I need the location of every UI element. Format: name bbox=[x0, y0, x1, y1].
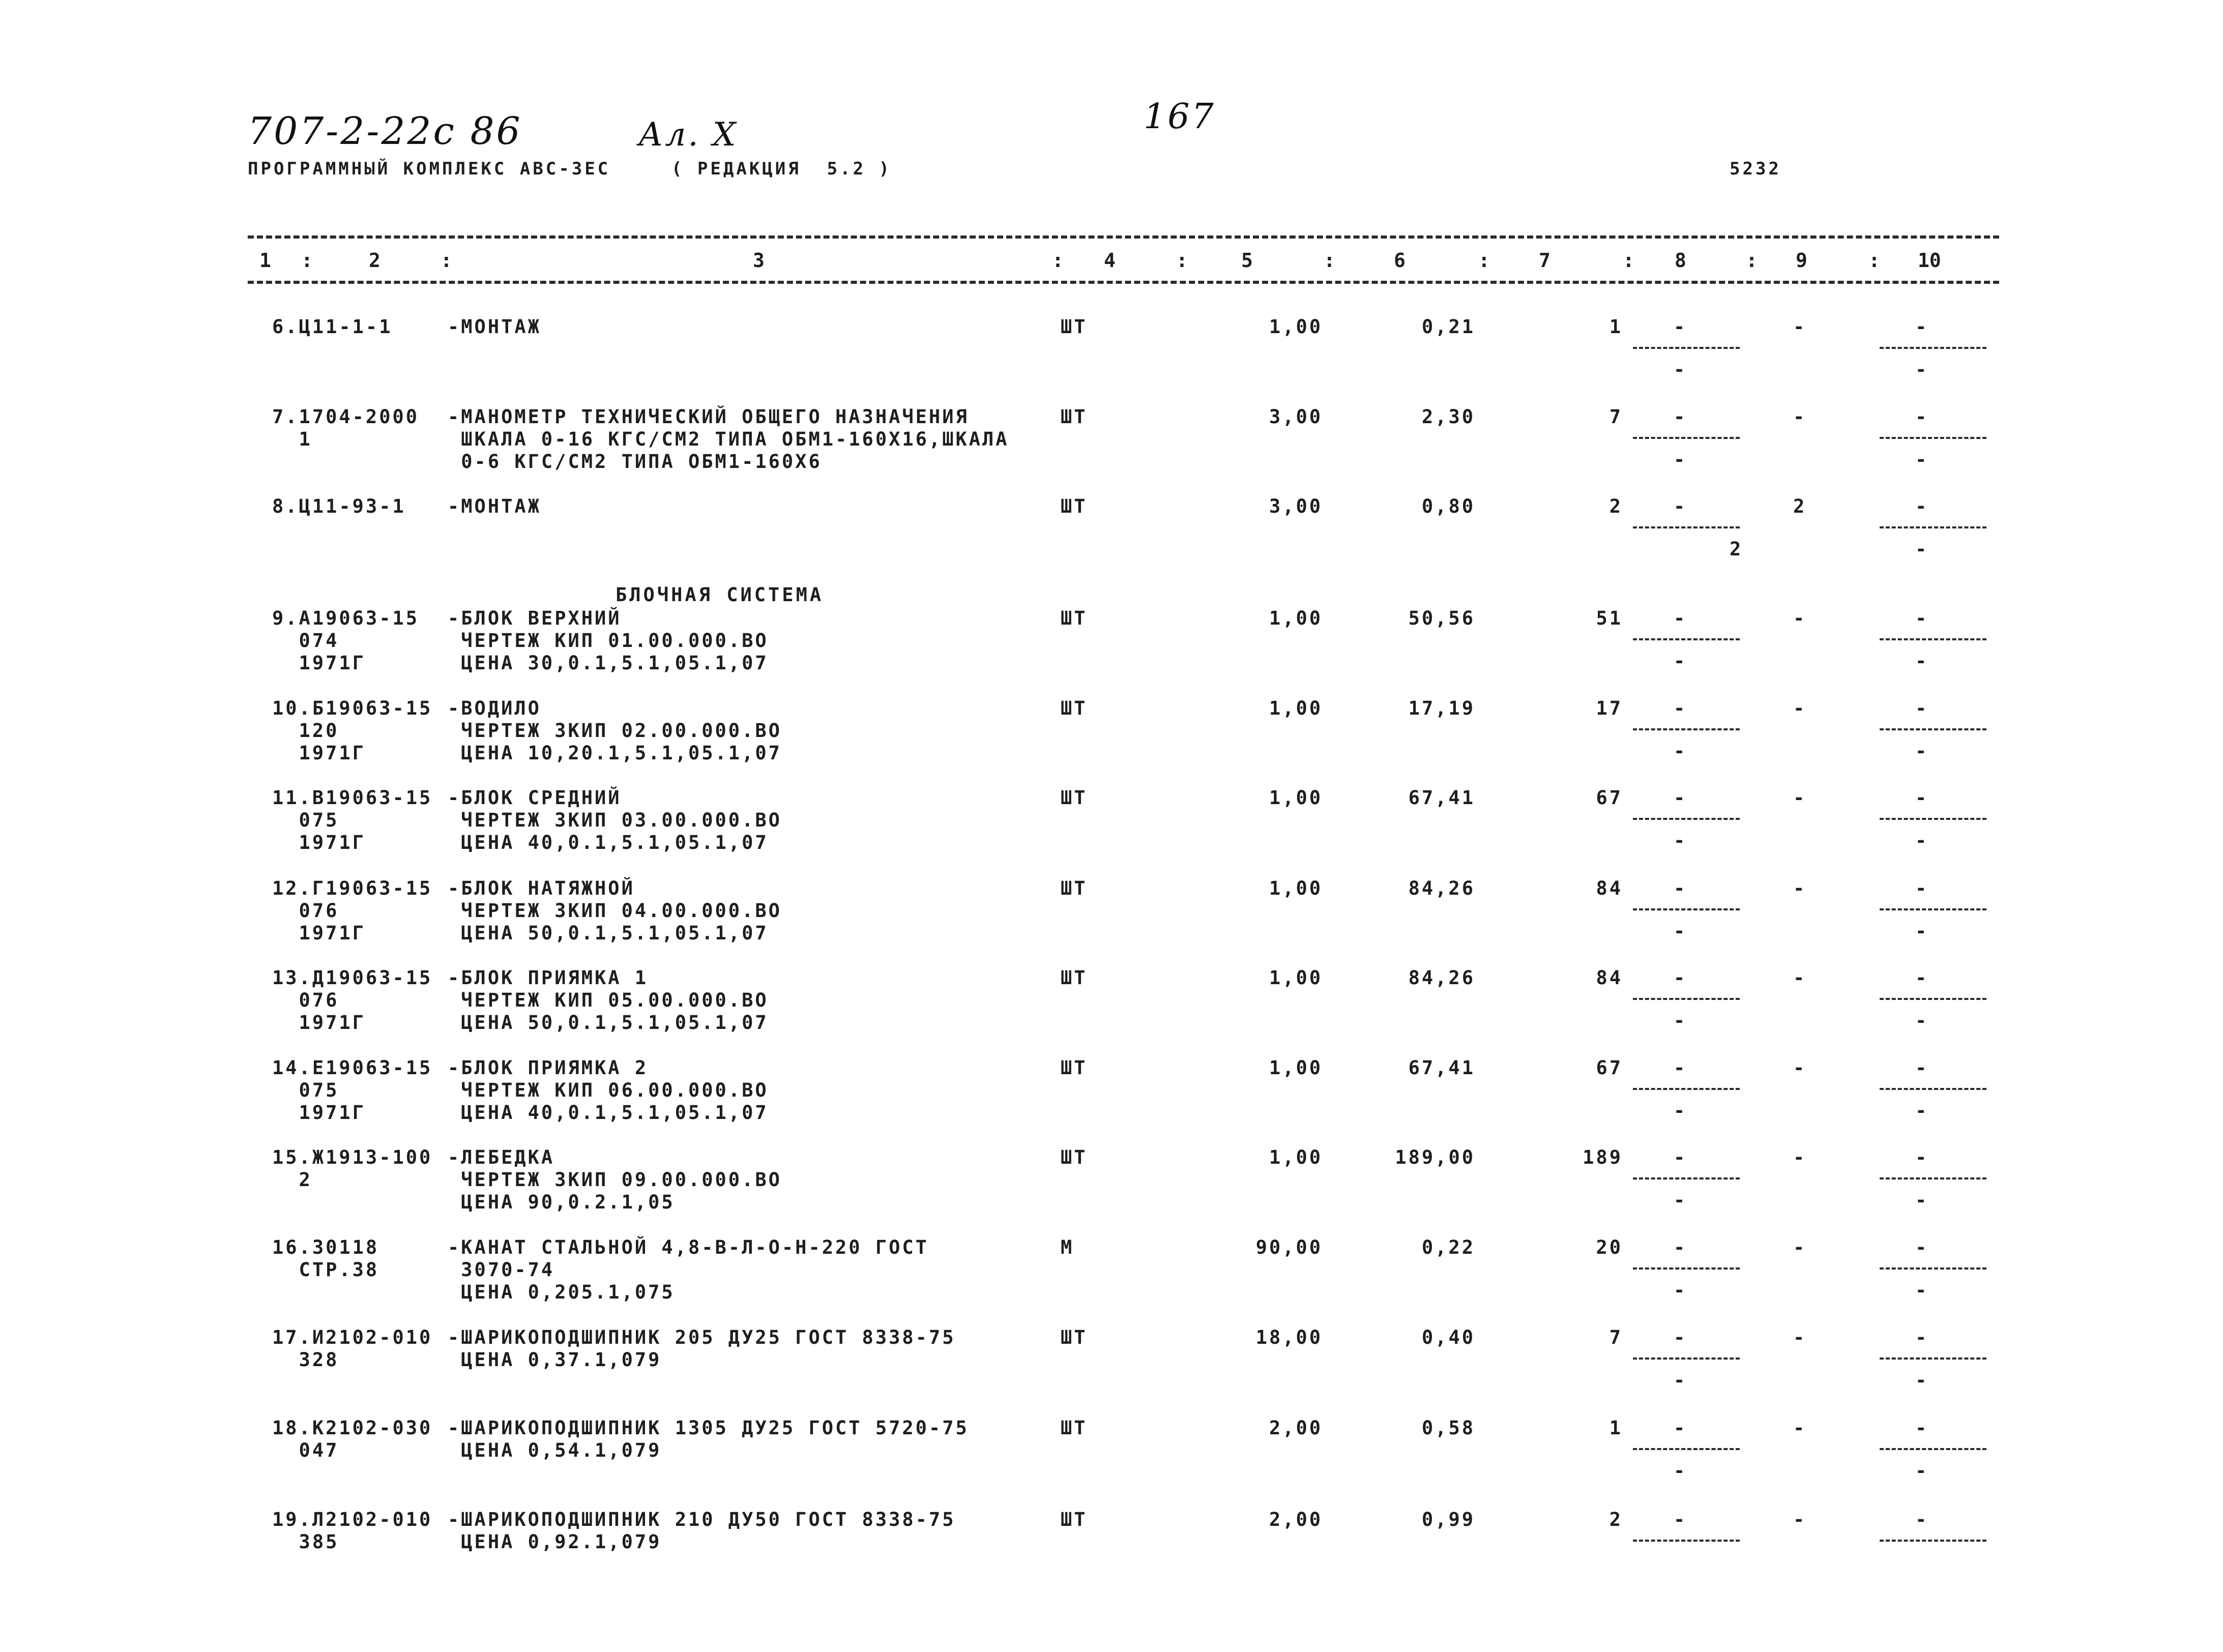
item-description: ЦЕНА 90,0.2.1,05 bbox=[448, 1191, 675, 1213]
total-cost: 189 bbox=[1583, 1146, 1623, 1168]
item-code: СТР.38 bbox=[272, 1259, 379, 1281]
total-cost: 1 bbox=[1609, 1417, 1623, 1439]
col10-sub-value: - bbox=[1915, 1100, 1929, 1122]
total-cost: 7 bbox=[1609, 1326, 1623, 1348]
item-description: ЦЕНА 50,0.1,5.1,05.1,07 bbox=[448, 1012, 769, 1034]
column-header-9: 9 bbox=[1796, 249, 1807, 272]
table-row bbox=[0, 405, 2223, 487]
col8-sub-value: - bbox=[1674, 650, 1687, 672]
column-separator: : bbox=[1324, 249, 1335, 272]
item-code: 076 bbox=[272, 900, 339, 922]
total-cost: 84 bbox=[1596, 967, 1623, 989]
col8-subline bbox=[1633, 1540, 1740, 1542]
col8-value: - bbox=[1674, 697, 1687, 719]
col8-subline bbox=[1633, 1088, 1740, 1090]
quantity: 1,00 bbox=[1269, 316, 1323, 338]
total-cost: 2 bbox=[1609, 495, 1623, 517]
item-code: 19.Л2102-010 bbox=[272, 1509, 433, 1530]
col8-subline bbox=[1633, 1267, 1740, 1270]
unit-price: 0,40 bbox=[1421, 1326, 1475, 1348]
col10-value: - bbox=[1915, 316, 1929, 338]
unit-price: 67,41 bbox=[1408, 1057, 1475, 1079]
program-title: ПРОГРАММНЫЙ КОМПЛЕКС АВС-ЗЕС bbox=[248, 159, 611, 179]
column-header-8: 8 bbox=[1675, 249, 1686, 272]
col8-value: - bbox=[1674, 1146, 1687, 1168]
col10-value: - bbox=[1915, 1326, 1929, 1348]
item-code: 16.30118 bbox=[272, 1236, 379, 1258]
col10-subline bbox=[1880, 437, 1986, 439]
column-separator: : bbox=[301, 249, 313, 272]
unit-of-measure: ШТ bbox=[1061, 316, 1088, 338]
item-description: -КАНАТ СТАЛЬНОЙ 4,8-В-Л-О-Н-220 ГОСТ bbox=[448, 1236, 929, 1258]
quantity: 1,00 bbox=[1269, 1057, 1323, 1079]
item-description: ЦЕНА 0,205.1,075 bbox=[448, 1281, 675, 1303]
column-separator: : bbox=[441, 249, 452, 272]
col10-subline bbox=[1880, 908, 1986, 910]
col10-sub-value: - bbox=[1915, 1460, 1929, 1482]
unit-of-measure: ШТ bbox=[1061, 697, 1088, 719]
col10-sub-value: - bbox=[1915, 920, 1929, 942]
col9-value: - bbox=[1793, 607, 1807, 629]
table-row bbox=[0, 877, 2223, 958]
total-cost: 7 bbox=[1609, 406, 1623, 428]
column-separator: : bbox=[1746, 249, 1758, 272]
table-row bbox=[0, 786, 2223, 868]
col9-value: - bbox=[1793, 1057, 1807, 1079]
col10-subline bbox=[1880, 347, 1986, 349]
quantity: 1,00 bbox=[1269, 967, 1323, 989]
item-description: -БЛОК НАТЯЖНОЙ bbox=[448, 877, 635, 899]
item-description: ЦЕНА 50,0.1,5.1,05.1,07 bbox=[448, 922, 769, 944]
item-description: -БЛОК СРЕДНИЙ bbox=[448, 787, 622, 809]
item-code: 17.И2102-010 bbox=[272, 1326, 433, 1348]
table-row bbox=[0, 1417, 2223, 1498]
col8-sub-value: - bbox=[1674, 740, 1687, 762]
col8-subline bbox=[1633, 526, 1740, 528]
item-code: 13.Д19063-15 bbox=[272, 967, 433, 989]
col10-subline bbox=[1880, 818, 1986, 820]
unit-of-measure: ШТ bbox=[1061, 1057, 1088, 1079]
total-cost: 2 bbox=[1609, 1509, 1623, 1530]
item-description: -БЛОК ПРИЯМКА 1 bbox=[448, 967, 649, 989]
col8-sub-value: - bbox=[1674, 449, 1687, 470]
unit-price: 2,30 bbox=[1421, 406, 1475, 428]
unit-of-measure: ШТ bbox=[1061, 967, 1088, 989]
table-row bbox=[0, 607, 2223, 688]
col10-sub-value: - bbox=[1915, 830, 1929, 851]
unit-price: 0,21 bbox=[1421, 316, 1475, 338]
item-description: ЧЕРТЕЖ ЗКИП 02.00.000.ВО bbox=[448, 720, 782, 742]
table-row bbox=[0, 966, 2223, 1048]
item-description: ЧЕРТЕЖ КИП 06.00.000.ВО bbox=[448, 1079, 769, 1101]
col8-value: - bbox=[1674, 406, 1687, 428]
column-header-2: 2 bbox=[369, 249, 381, 272]
item-code: 1971Г bbox=[272, 832, 366, 853]
item-description: -ШАРИКОПОДШИПНИК 1305 ДУ25 ГОСТ 5720-75 bbox=[448, 1417, 969, 1439]
unit-price: 0,99 bbox=[1421, 1509, 1475, 1530]
unit-price: 17,19 bbox=[1408, 697, 1475, 719]
col10-value: - bbox=[1915, 787, 1929, 809]
total-cost: 17 bbox=[1596, 697, 1623, 719]
col8-value: - bbox=[1674, 787, 1687, 809]
col8-sub-value: 2 bbox=[1730, 538, 1743, 560]
table-row bbox=[0, 495, 2223, 576]
item-description: 0-6 КГС/СМ2 ТИПА ОБМ1-160Х6 bbox=[448, 451, 822, 473]
section-title: БЛОЧНАЯ СИСТЕМА bbox=[616, 584, 824, 606]
col10-value: - bbox=[1915, 1509, 1929, 1530]
item-code: 1971Г bbox=[272, 1012, 366, 1034]
item-code: 076 bbox=[272, 989, 339, 1011]
total-cost: 1 bbox=[1609, 316, 1623, 338]
col8-subline bbox=[1633, 818, 1740, 820]
item-description: ЦЕНА 40,0.1,5.1,05.1,07 bbox=[448, 1102, 769, 1124]
item-description: ЧЕРТЕЖ КИП 05.00.000.ВО bbox=[448, 989, 769, 1011]
item-code: 15.Ж1913-100 bbox=[272, 1146, 433, 1168]
unit-price: 0,80 bbox=[1421, 495, 1475, 517]
item-code: 120 bbox=[272, 720, 339, 742]
item-code: 12.Г19063-15 bbox=[272, 877, 433, 899]
item-description: -ВОДИЛО bbox=[448, 697, 541, 719]
item-code: 1971Г bbox=[272, 922, 366, 944]
col10-value: - bbox=[1915, 495, 1929, 517]
col8-value: - bbox=[1674, 607, 1687, 629]
item-code: 6.Ц11-1-1 bbox=[272, 316, 393, 338]
col10-sub-value: - bbox=[1915, 1369, 1929, 1391]
item-code: 10.Б19063-15 bbox=[272, 697, 433, 719]
col8-subline bbox=[1633, 437, 1740, 439]
item-description: -БЛОК ПРИЯМКА 2 bbox=[448, 1057, 649, 1079]
table-header-rule bbox=[248, 281, 1999, 284]
col9-value: - bbox=[1793, 877, 1807, 899]
item-code: 8.Ц11-93-1 bbox=[272, 495, 406, 517]
col8-value: - bbox=[1674, 495, 1687, 517]
item-code: 9.А19063-15 bbox=[272, 607, 420, 629]
col10-sub-value: - bbox=[1915, 740, 1929, 762]
item-description: -ЛЕБЕДКА bbox=[448, 1146, 555, 1168]
item-code: 1 bbox=[272, 428, 312, 450]
column-header-7: 7 bbox=[1539, 249, 1551, 272]
unit-price: 189,00 bbox=[1395, 1146, 1475, 1168]
item-description: -МАНОМЕТР ТЕХНИЧЕСКИЙ ОБЩЕГО НАЗНАЧЕНИЯ bbox=[448, 406, 969, 428]
item-description: ЦЕНА 10,20.1,5.1,05.1,07 bbox=[448, 742, 782, 764]
col9-value: - bbox=[1793, 1236, 1807, 1258]
item-code: 075 bbox=[272, 809, 339, 831]
quantity: 1,00 bbox=[1269, 697, 1323, 719]
unit-of-measure: ШТ bbox=[1061, 406, 1088, 428]
col8-sub-value: - bbox=[1674, 1460, 1687, 1482]
item-description: -ШАРИКОПОДШИПНИК 205 ДУ25 ГОСТ 8338-75 bbox=[448, 1326, 956, 1348]
col10-value: - bbox=[1915, 1057, 1929, 1079]
unit-of-measure: ШТ bbox=[1061, 787, 1088, 809]
col8-subline bbox=[1633, 1448, 1740, 1450]
unit-price: 84,26 bbox=[1408, 967, 1475, 989]
column-separator: : bbox=[1052, 249, 1064, 272]
handwritten-document-code: 707-2-22с 86 bbox=[248, 109, 522, 153]
item-description: ЧЕРТЕЖ КИП 01.00.000.ВО bbox=[448, 630, 769, 652]
item-code: 328 bbox=[272, 1349, 339, 1371]
col8-sub-value: - bbox=[1674, 830, 1687, 851]
col10-value: - bbox=[1915, 1236, 1929, 1258]
item-code: 7.1704-2000 bbox=[272, 406, 420, 428]
col9-value: - bbox=[1793, 316, 1807, 338]
edition-label: ( РЕДАКЦИЯ 5.2 ) bbox=[671, 159, 892, 179]
table-row bbox=[0, 1146, 2223, 1227]
col8-subline bbox=[1633, 1358, 1740, 1360]
col10-value: - bbox=[1915, 1417, 1929, 1439]
col10-value: - bbox=[1915, 877, 1929, 899]
col10-sub-value: - bbox=[1915, 538, 1929, 560]
col8-sub-value: - bbox=[1674, 1100, 1687, 1122]
col8-subline bbox=[1633, 638, 1740, 640]
col8-sub-value: - bbox=[1674, 1010, 1687, 1031]
col9-value: - bbox=[1793, 406, 1807, 428]
column-separator: : bbox=[1176, 249, 1188, 272]
column-separator: : bbox=[1478, 249, 1490, 272]
col9-value: - bbox=[1793, 1509, 1807, 1530]
item-code: 2 bbox=[272, 1169, 312, 1191]
quantity: 2,00 bbox=[1269, 1417, 1323, 1439]
table-row bbox=[0, 1056, 2223, 1138]
col10-sub-value: - bbox=[1915, 449, 1929, 470]
col10-subline bbox=[1880, 638, 1986, 640]
col10-sub-value: - bbox=[1915, 650, 1929, 672]
col10-subline bbox=[1880, 1267, 1986, 1270]
page-number: 167 bbox=[1144, 97, 1216, 137]
item-code: 075 bbox=[272, 1079, 339, 1101]
col8-sub-value: - bbox=[1674, 1189, 1687, 1211]
item-description: ЦЕНА 0,37.1,079 bbox=[448, 1349, 662, 1371]
col10-subline bbox=[1880, 998, 1986, 1000]
unit-price: 67,41 bbox=[1408, 787, 1475, 809]
total-cost: 67 bbox=[1596, 1057, 1623, 1079]
col10-subline bbox=[1880, 1358, 1986, 1360]
item-code: 047 bbox=[272, 1439, 339, 1461]
item-code: 385 bbox=[272, 1531, 339, 1553]
document-code: 5232 bbox=[1730, 159, 1781, 179]
table-top-rule bbox=[248, 235, 1999, 239]
unit-price: 0,58 bbox=[1421, 1417, 1475, 1439]
col10-subline bbox=[1880, 526, 1986, 528]
col8-sub-value: - bbox=[1674, 1279, 1687, 1301]
item-description: ЦЕНА 40,0.1,5.1,05.1,07 bbox=[448, 832, 769, 853]
quantity: 2,00 bbox=[1269, 1509, 1323, 1530]
column-header-6: 6 bbox=[1394, 249, 1406, 272]
item-code: 14.Е19063-15 bbox=[272, 1057, 433, 1079]
col8-value: - bbox=[1674, 1057, 1687, 1079]
item-description: ЦЕНА 0,92.1,079 bbox=[448, 1531, 662, 1553]
item-code: 11.В19063-15 bbox=[272, 787, 433, 809]
col8-subline bbox=[1633, 998, 1740, 1000]
item-code: 074 bbox=[272, 630, 339, 652]
col9-value: - bbox=[1793, 787, 1807, 809]
col10-value: - bbox=[1915, 697, 1929, 719]
column-header-10: 10 bbox=[1918, 249, 1941, 272]
col9-value: - bbox=[1793, 697, 1807, 719]
col10-sub-value: - bbox=[1915, 1189, 1929, 1211]
col8-subline bbox=[1633, 1177, 1740, 1179]
col8-sub-value: - bbox=[1674, 359, 1687, 380]
col8-subline bbox=[1633, 347, 1740, 349]
unit-of-measure: ШТ bbox=[1061, 1326, 1088, 1348]
unit-of-measure: ШТ bbox=[1061, 1146, 1088, 1168]
unit-price: 50,56 bbox=[1408, 607, 1475, 629]
unit-of-measure: ШТ bbox=[1061, 1417, 1088, 1439]
item-description: ЧЕРТЕЖ ЗКИП 03.00.000.ВО bbox=[448, 809, 782, 831]
item-description: -МОНТАЖ bbox=[448, 316, 541, 338]
table-row bbox=[0, 1236, 2223, 1317]
col8-value: - bbox=[1674, 877, 1687, 899]
col10-value: - bbox=[1915, 406, 1929, 428]
item-description: ЦЕНА 0,54.1,079 bbox=[448, 1439, 662, 1461]
col10-value: - bbox=[1915, 967, 1929, 989]
col10-value: - bbox=[1915, 607, 1929, 629]
col8-sub-value: - bbox=[1674, 920, 1687, 942]
quantity: 18,00 bbox=[1255, 1326, 1323, 1348]
col10-subline bbox=[1880, 1540, 1986, 1542]
item-description: -МОНТАЖ bbox=[448, 495, 541, 517]
unit-of-measure: М bbox=[1061, 1236, 1074, 1258]
col8-value: - bbox=[1674, 1417, 1687, 1439]
col10-subline bbox=[1880, 1088, 1986, 1090]
table-row bbox=[0, 315, 2223, 397]
col8-value: - bbox=[1674, 967, 1687, 989]
total-cost: 20 bbox=[1596, 1236, 1623, 1258]
quantity: 1,00 bbox=[1269, 1146, 1323, 1168]
col10-sub-value: - bbox=[1915, 1010, 1929, 1031]
quantity: 1,00 bbox=[1269, 877, 1323, 899]
unit-of-measure: ШТ bbox=[1061, 607, 1088, 629]
col8-value: - bbox=[1674, 316, 1687, 338]
item-description: ШКАЛА 0-16 КГС/СМ2 ТИПА ОБМ1-160Х16,ШКАЛА bbox=[448, 428, 1009, 450]
unit-of-measure: ШТ bbox=[1061, 877, 1088, 899]
column-separator: : bbox=[1868, 249, 1880, 272]
table-row bbox=[0, 1326, 2223, 1407]
unit-of-measure: ШТ bbox=[1061, 1509, 1088, 1530]
total-cost: 67 bbox=[1596, 787, 1623, 809]
col8-subline bbox=[1633, 728, 1740, 730]
col9-value: - bbox=[1793, 1146, 1807, 1168]
col9-value: - bbox=[1793, 1326, 1807, 1348]
col8-value: - bbox=[1674, 1509, 1687, 1530]
col8-value: - bbox=[1674, 1326, 1687, 1348]
item-description: -БЛОК ВЕРХНИЙ bbox=[448, 607, 622, 629]
col10-subline bbox=[1880, 1448, 1986, 1450]
total-cost: 51 bbox=[1596, 607, 1623, 629]
item-code: 1971Г bbox=[272, 652, 366, 674]
unit-price: 84,26 bbox=[1408, 877, 1475, 899]
item-code: 1971Г bbox=[272, 1102, 366, 1124]
col10-sub-value: - bbox=[1915, 1279, 1929, 1301]
table-row bbox=[0, 697, 2223, 778]
item-description: -ШАРИКОПОДШИПНИК 210 ДУ50 ГОСТ 8338-75 bbox=[448, 1509, 956, 1530]
col8-subline bbox=[1633, 908, 1740, 910]
item-description: ЧЕРТЕЖ ЗКИП 04.00.000.ВО bbox=[448, 900, 782, 922]
col9-value: 2 bbox=[1793, 495, 1807, 517]
unit-of-measure: ШТ bbox=[1061, 495, 1088, 517]
col10-subline bbox=[1880, 728, 1986, 730]
item-description: 3070-74 bbox=[448, 1259, 555, 1281]
handwritten-sheet-number: Ал. Х bbox=[638, 116, 738, 154]
quantity: 3,00 bbox=[1269, 495, 1323, 517]
quantity: 3,00 bbox=[1269, 406, 1323, 428]
col8-value: - bbox=[1674, 1236, 1687, 1258]
quantity: 1,00 bbox=[1269, 607, 1323, 629]
unit-price: 0,22 bbox=[1421, 1236, 1475, 1258]
item-description: ЧЕРТЕЖ ЗКИП 09.00.000.ВО bbox=[448, 1169, 782, 1191]
table-row bbox=[0, 1508, 2223, 1589]
column-separator: : bbox=[1623, 249, 1634, 272]
quantity: 90,00 bbox=[1255, 1236, 1323, 1258]
item-code: 18.К2102-030 bbox=[272, 1417, 433, 1439]
column-header-3: 3 bbox=[753, 249, 765, 272]
col9-value: - bbox=[1793, 967, 1807, 989]
total-cost: 84 bbox=[1596, 877, 1623, 899]
col10-subline bbox=[1880, 1177, 1986, 1179]
column-header-4: 4 bbox=[1104, 249, 1116, 272]
item-description: ЦЕНА 30,0.1,5.1,05.1,07 bbox=[448, 652, 769, 674]
item-code: 1971Г bbox=[272, 742, 366, 764]
col9-value: - bbox=[1793, 1417, 1807, 1439]
column-header-5: 5 bbox=[1241, 249, 1253, 272]
col8-sub-value: - bbox=[1674, 1369, 1687, 1391]
col10-value: - bbox=[1915, 1146, 1929, 1168]
col10-sub-value: - bbox=[1915, 359, 1929, 380]
quantity: 1,00 bbox=[1269, 787, 1323, 809]
column-header-1: 1 bbox=[259, 249, 271, 272]
